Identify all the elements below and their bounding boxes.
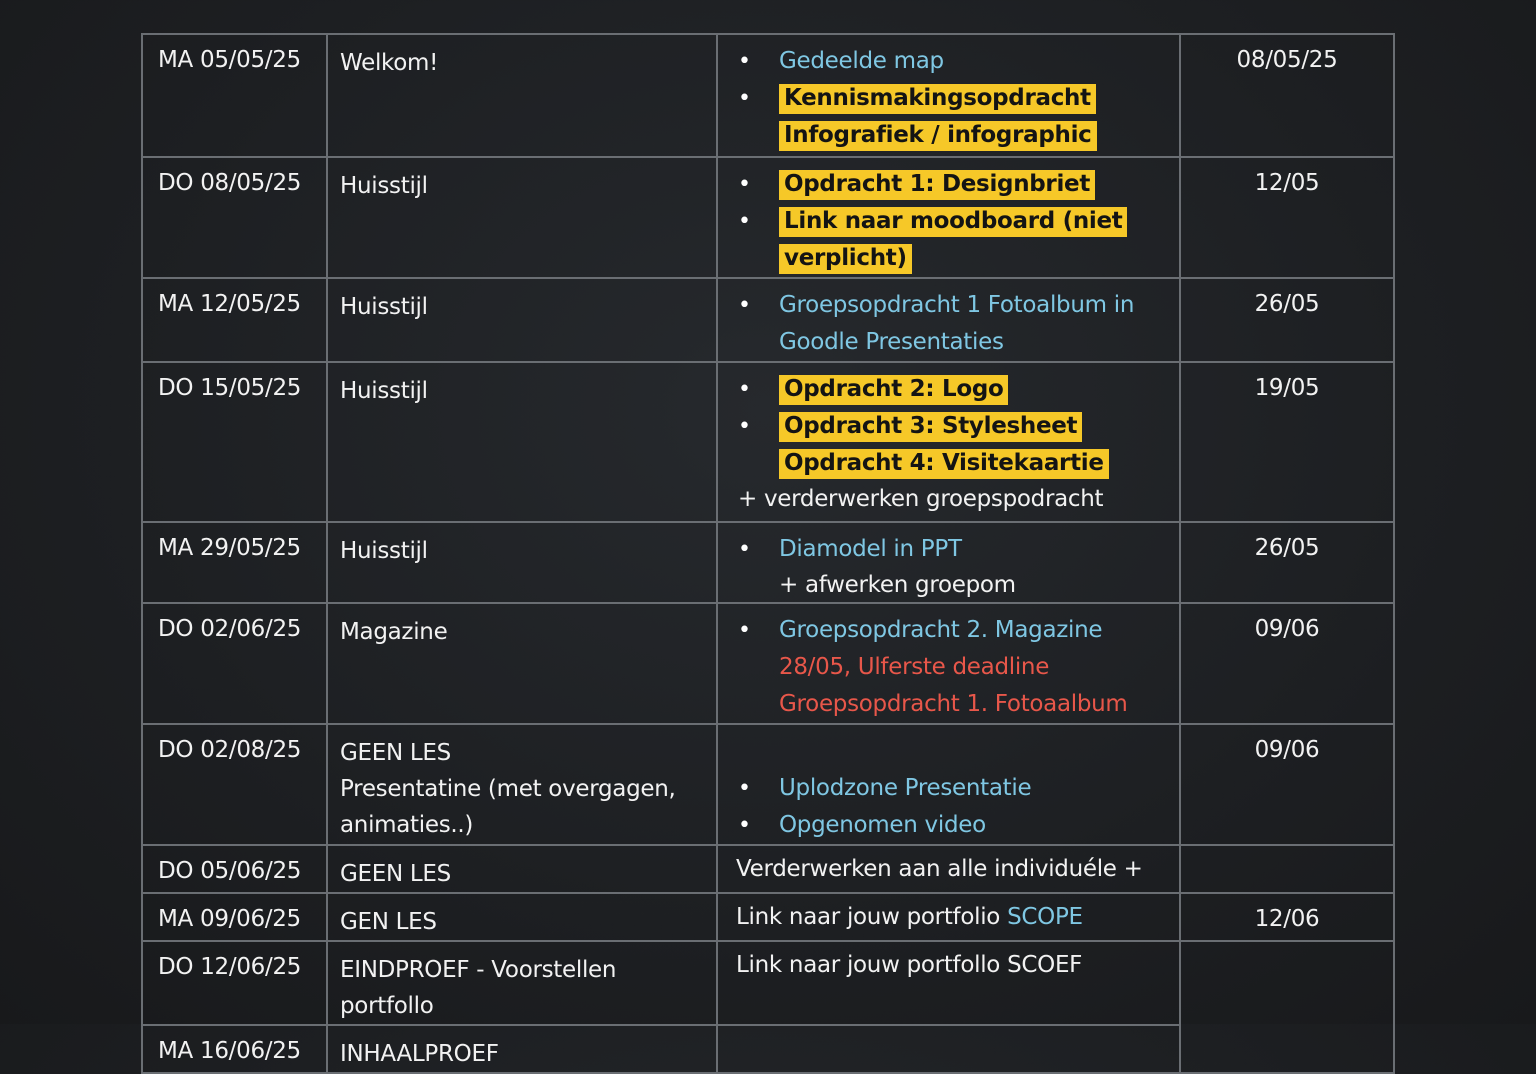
topic-cell — [327, 157, 717, 278]
task-item — [736, 43, 1179, 80]
task-link[interactable]: • Opgenomen video — [779, 812, 986, 838]
schedule-row — [142, 603, 1394, 724]
task-list — [736, 612, 1179, 723]
date-cell: DO 08/05/25 — [142, 157, 327, 278]
assignment-highlight[interactable]: verplicht) — [779, 244, 912, 274]
topic-cell — [327, 893, 717, 941]
schedule-row — [142, 724, 1394, 845]
task-text: Verderwerken aan alle individuéle + — [736, 856, 1143, 882]
topic-text: Huisstijl — [340, 173, 428, 199]
task-list — [736, 43, 1179, 154]
topic-text: animaties..) — [340, 812, 474, 838]
assignment-highlight[interactable]: Link naar moodboard (niet — [779, 207, 1127, 237]
task-link[interactable]: • Groepsopdracht 2. Magazine — [779, 617, 1103, 643]
task-item — [736, 770, 1179, 807]
due-date-cell: 09/06 — [1180, 603, 1394, 724]
tasks-cell — [717, 362, 1180, 522]
tasks-cell — [717, 893, 1180, 941]
topic-cell — [327, 278, 717, 362]
schedule-row — [142, 157, 1394, 278]
topic-cell — [327, 724, 717, 845]
task-item — [736, 371, 1179, 408]
task-item — [736, 408, 1179, 482]
topic-cell — [327, 941, 717, 1025]
assignment-highlight[interactable]: Opdracht 4: Visitekaartie — [779, 449, 1109, 479]
topic-text: INHAALPROEF — [340, 1041, 499, 1067]
task-list — [736, 287, 1179, 361]
date-cell: MA 16/06/25 — [142, 1025, 327, 1073]
task-link[interactable]: • Groepsopdracht 1 Fotoalbum in — [779, 292, 1135, 318]
schedule-row — [142, 845, 1394, 893]
tasks-cell — [717, 845, 1180, 893]
schedule-row — [142, 893, 1394, 941]
task-item — [736, 531, 1179, 568]
due-date-cell: 26/05 — [1180, 278, 1394, 362]
due-date-cell — [1180, 941, 1394, 1073]
schedule-row — [142, 522, 1394, 603]
date-cell: MA 09/06/25 — [142, 893, 327, 941]
task-item — [736, 80, 1179, 154]
task-link[interactable]: • Gedeelde map — [779, 48, 944, 74]
due-date-cell: 19/05 — [1180, 362, 1394, 522]
deadline-note: Groepsopdracht 1. Fotoaalbum — [779, 691, 1128, 717]
topic-text: Huisstijl — [340, 538, 428, 564]
task-item — [736, 166, 1179, 203]
tasks-cell — [717, 941, 1180, 1025]
topic-text: Magazine — [340, 619, 448, 645]
topic-text: Presentatine (met overgagen, — [340, 776, 676, 802]
topic-text: GEEN LES — [340, 861, 451, 887]
task-link[interactable]: • Uplodzone Presentatie — [779, 775, 1032, 801]
task-list — [736, 166, 1179, 277]
tasks-cell — [717, 34, 1180, 157]
topic-text: Huisstijl — [340, 294, 428, 320]
date-cell: DO 12/06/25 — [142, 941, 327, 1025]
task-list — [736, 531, 1179, 568]
tasks-cell — [717, 157, 1180, 278]
due-date-cell: 26/05 — [1180, 522, 1394, 603]
task-list — [736, 371, 1179, 482]
topic-cell — [327, 1025, 717, 1073]
schedule-row — [142, 941, 1394, 1025]
due-date-cell: 12/06 — [1180, 893, 1394, 941]
task-item — [736, 807, 1179, 844]
due-date-cell: 08/05/25 — [1180, 34, 1394, 157]
topic-text: GEEN LES — [340, 740, 451, 766]
schedule-row — [142, 278, 1394, 362]
date-cell: DO 02/06/25 — [142, 603, 327, 724]
due-date-cell — [1180, 845, 1394, 893]
task-item — [736, 287, 1179, 361]
schedule-row — [142, 34, 1394, 157]
portfolio-link[interactable]: SCOPE — [1007, 904, 1083, 930]
assignment-highlight[interactable]: Opdracht 2: Logo — [779, 375, 1008, 405]
topic-text: Huisstijl — [340, 378, 428, 404]
due-date-cell: 12/05 — [1180, 157, 1394, 278]
topic-cell — [327, 362, 717, 522]
date-cell: MA 29/05/25 — [142, 522, 327, 603]
date-cell: MA 05/05/25 — [142, 34, 327, 157]
task-note: + verderwerken groepspodracht — [738, 486, 1104, 512]
tasks-cell — [717, 1025, 1180, 1073]
assignment-highlight[interactable]: Infografiek / infographic — [779, 121, 1097, 151]
topic-cell — [327, 603, 717, 724]
task-text: Link naar jouw portfollo SCOEF — [736, 952, 1083, 978]
due-date-cell: 09/06 — [1180, 724, 1394, 845]
tasks-cell — [717, 278, 1180, 362]
schedule-row — [142, 362, 1394, 522]
task-link[interactable]: • Diamodel in PPT — [779, 536, 962, 562]
topic-text: EINDPROEF - Voorstellen portfollo — [340, 957, 617, 1019]
task-item — [736, 733, 1179, 770]
tasks-cell — [717, 522, 1180, 603]
topic-cell — [327, 522, 717, 603]
tasks-cell — [717, 603, 1180, 724]
tasks-cell — [717, 724, 1180, 845]
topic-text: Welkom! — [340, 50, 439, 76]
task-text — [779, 733, 1179, 770]
date-cell: DO 05/06/25 — [142, 845, 327, 893]
task-text: Link naar jouw portfolio — [736, 904, 1008, 930]
assignment-highlight[interactable]: Kennismakingsopdracht — [779, 84, 1096, 114]
task-item — [736, 649, 1179, 723]
assignment-highlight[interactable]: Opdracht 1: Designbriet — [779, 170, 1095, 200]
date-cell: DO 02/08/25 — [142, 724, 327, 845]
task-list — [736, 733, 1179, 844]
assignment-highlight[interactable]: Opdracht 3: Stylesheet — [779, 412, 1082, 442]
schedule-body — [142, 34, 1394, 1073]
date-cell: MA 12/05/25 — [142, 278, 327, 362]
topic-cell — [327, 34, 717, 157]
task-item — [736, 612, 1179, 649]
topic-text: GEN LES — [340, 909, 437, 935]
schedule-table — [141, 33, 1395, 1074]
task-note: + afwerken groepom — [779, 572, 1016, 598]
task-link[interactable]: Goodle Presentaties — [779, 329, 1004, 355]
topic-cell — [327, 845, 717, 893]
task-item — [736, 203, 1179, 277]
date-cell: DO 15/05/25 — [142, 362, 327, 522]
deadline-note: 28/05, Ulferste deadline — [779, 654, 1050, 680]
